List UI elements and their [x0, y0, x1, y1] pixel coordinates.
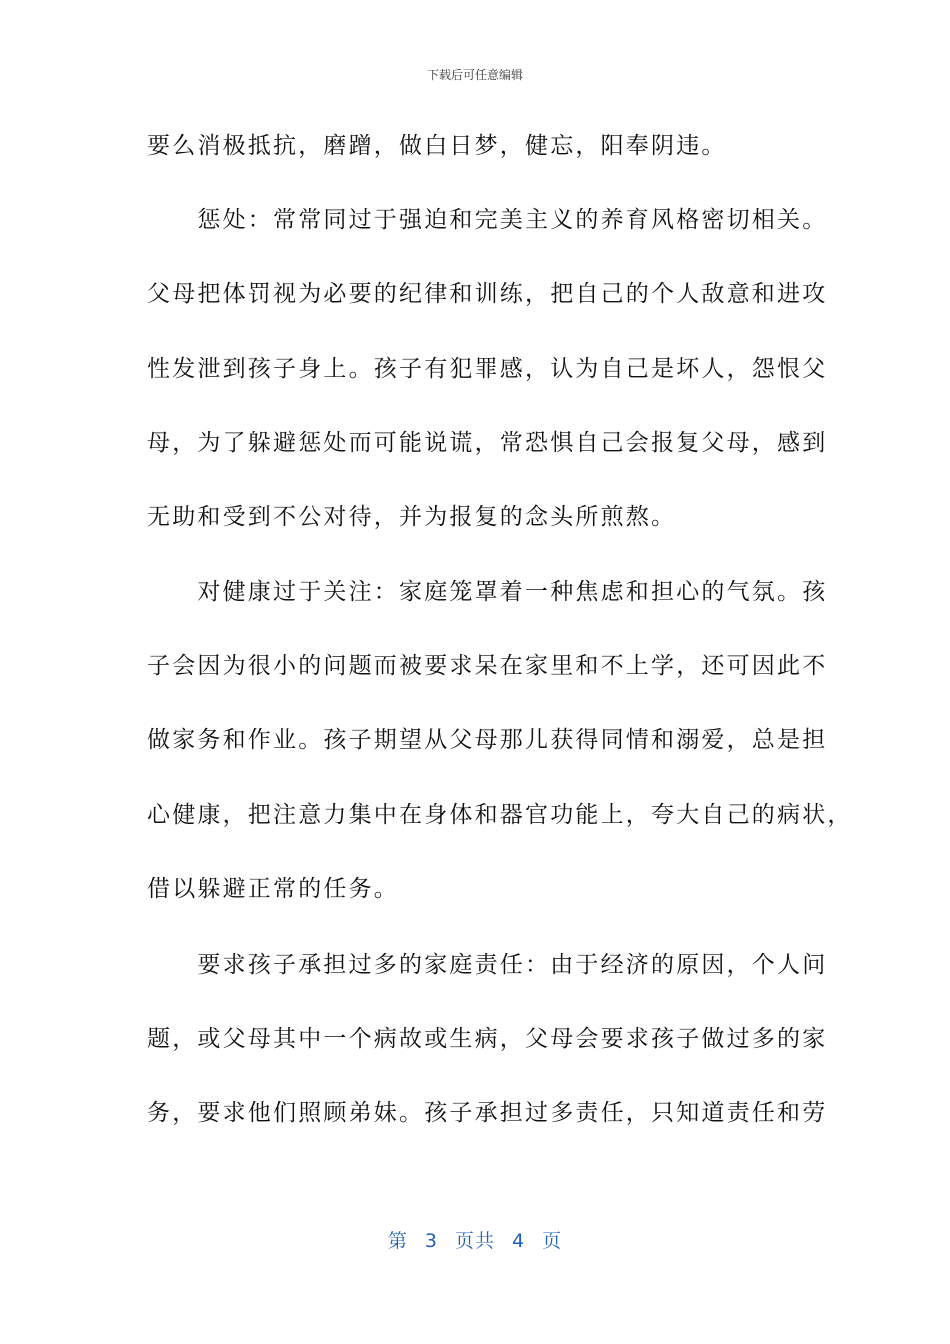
body-line: 子会因为很小的问题而被要求呆在家里和不上学，还可因此不: [147, 653, 828, 679]
body-line: 务，要求他们照顾弟妹。孩子承担过多责任，只知道责任和劳: [147, 1100, 828, 1126]
body-line: 要求孩子承担过多的家庭责任：由于经济的原因，个人问: [147, 952, 828, 978]
body-line: 要么消极抵抗，磨蹭，做白日梦，健忘，阳奉阴违。: [147, 133, 727, 159]
body-line: 题，或父母其中一个病故或生病，父母会要求孩子做过多的家: [147, 1026, 828, 1052]
body-line: 父母把体罚视为必要的纪律和训练，把自己的个人敌意和进攻: [147, 281, 828, 307]
body-line: 惩处：常常同过于强迫和完美主义的养育风格密切相关。: [147, 207, 828, 233]
body-line: 母，为了躲避惩处而可能说谎，常恐惧自己会报复父母，感到: [147, 430, 828, 456]
body-line: 无助和受到不公对待，并为报复的念头所煎熬。: [147, 504, 677, 530]
page-number: 第 3 页共 4 页: [387, 1230, 563, 1252]
body-line: 心健康，把注意力集中在身体和器官功能上，夸大自己的病状，: [147, 802, 853, 828]
body-line: 借以躲避正常的任务。: [147, 876, 399, 902]
body-line: 对健康过于关注：家庭笼罩着一种焦虑和担心的气氛。孩: [147, 579, 828, 605]
body-line: 性发泄到孩子身上。孩子有犯罪感，认为自己是坏人，怨恨父: [147, 356, 828, 382]
header-note: 下载后可任意编辑: [426, 68, 523, 82]
body-line: 做家务和作业。孩子期望从父母那儿获得同情和溺爱，总是担: [147, 727, 828, 753]
